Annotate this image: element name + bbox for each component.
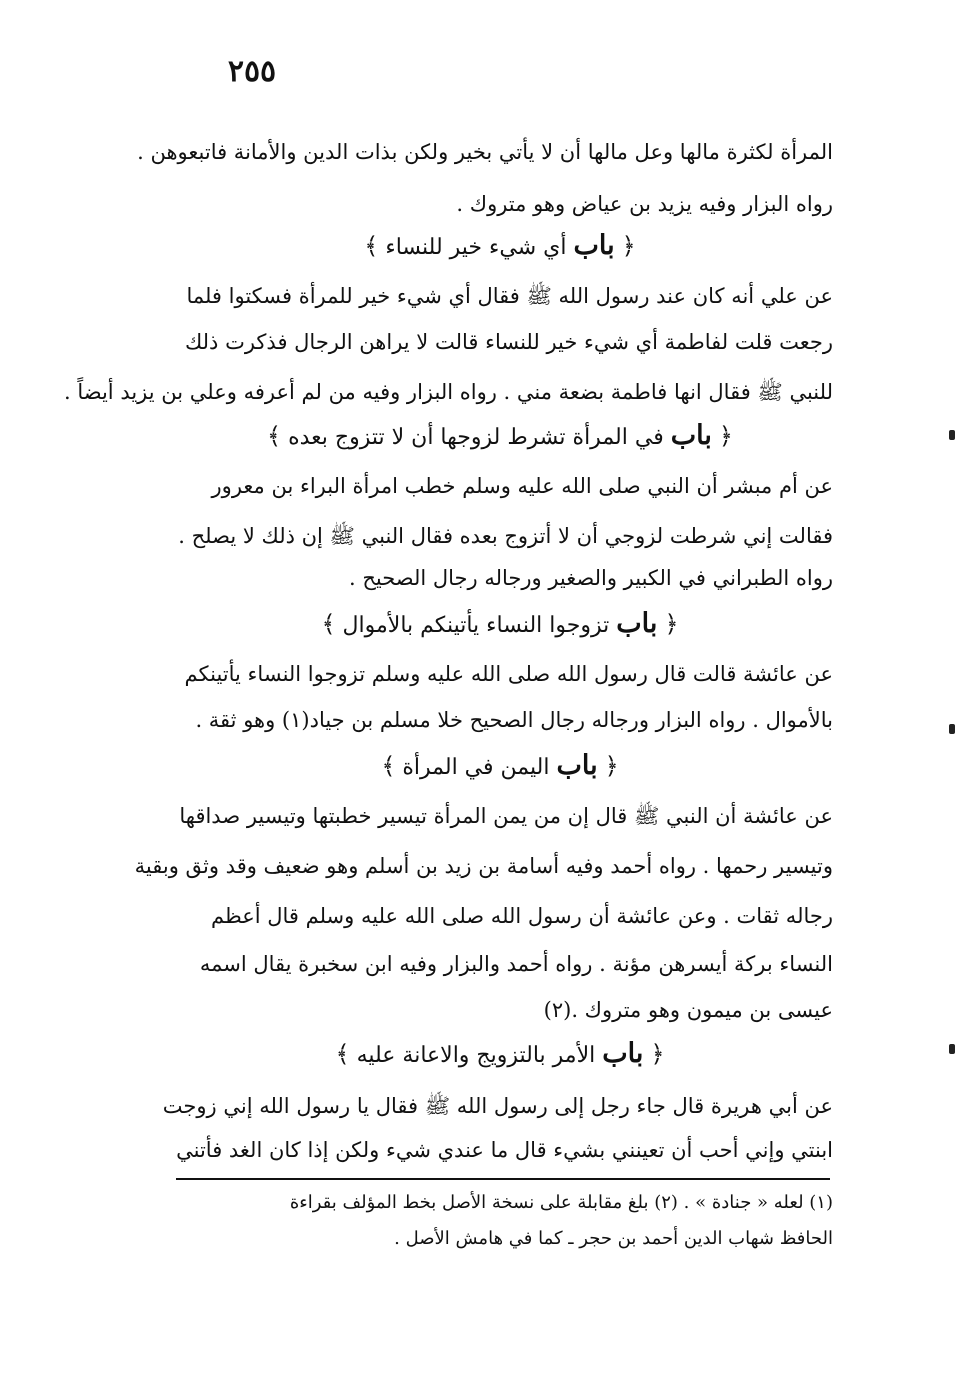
heading-bracket-close: ﴾: [335, 1040, 350, 1068]
chapter-heading: [180, 416, 820, 458]
text-line: بالأموال . رواه البزار ورجاله رجال الصحيح خلا مسلم بن جياد(١) وهو ثقة .: [195, 708, 833, 732]
text-line: النساء بركة أيسرهن مؤنة . رواه أحمد والبزار وفيه ابن سخبرة يقال اسمه: [199, 952, 833, 976]
heading-bab: باب: [616, 608, 658, 639]
heading-bab: باب: [670, 420, 712, 451]
chapter-heading: [180, 604, 820, 646]
heading-bracket-open: ﴿: [604, 752, 619, 780]
text-line: عن عائشة قالت قال رسول الله صلى الله عليه وسلم تزوجوا النساء يأتينكم: [184, 662, 833, 686]
heading-bracket-open: ﴿: [718, 422, 733, 450]
scan-edge-mark: [949, 430, 955, 440]
chapter-heading: [180, 1034, 820, 1076]
text-line: عن أبي هريرة قال جاء رجل إلى رسول الله ﷺ فقال يا رسول الله إني زوجت: [162, 1094, 833, 1118]
heading-title: في المرأة تشرط لزوجها أن لا تتزوج بعده: [288, 425, 664, 450]
text-line: رجاله ثقات . وعن عائشة أن رسول الله صلى الله عليه وسلم قال أعظم: [211, 904, 833, 928]
footnote-divider: [176, 1178, 830, 1180]
heading-bracket-open: ﴿: [650, 1040, 665, 1068]
text-line: عن أم مبشر أن النبي صلى الله عليه وسلم خطب امرأة البراء بن معرور: [211, 474, 833, 498]
heading-title: اليمن في المرأة: [402, 755, 550, 780]
text-line: المرأة لكثرة مالها وعل مالها أن لا يأتي بخير ولكن بذات الدين والأمانة فاتبعوهن .: [137, 140, 833, 164]
chapter-heading: [180, 226, 820, 268]
footnote-line: (١) لعله « جنادة » . (٢) بلغ مقابلة على نسخة الأصل بخط المؤلف بقراءة: [289, 1192, 833, 1213]
heading-bab: باب: [573, 230, 615, 261]
heading-bracket-close: ﴾: [321, 610, 336, 638]
footnote-line: الحافظ شهاب الدين أحمد بن حجر ـ كما في هامش الأصل .: [394, 1228, 833, 1249]
heading-bracket-close: ﴾: [381, 752, 396, 780]
text-line: ابنتي وإني أحب أن تعينني بشيء قال ما عندي شيء ولكن إذا كان الغد فأتني: [176, 1138, 833, 1162]
scan-edge-mark: [949, 724, 955, 734]
heading-bracket-close: ﴾: [267, 422, 282, 450]
chapter-heading: [180, 746, 820, 788]
heading-bracket-open: ﴿: [664, 610, 679, 638]
text-line: رواه الطبراني في الكبير والصغير ورجاله رجال الصحيح .: [348, 566, 833, 590]
text-line: وتيسير رحمها . رواه أحمد وفيه أسامة بن زيد بن أسلم وهو ضعيف وقد وثق وبقية: [134, 854, 833, 878]
heading-title: الأمر بالتزويج والاعانة عليه: [356, 1043, 596, 1068]
text-line: عن عائشة أن النبي ﷺ قال إن من يمن المرأة تيسير خطبتها وتيسير صداقها: [179, 804, 833, 828]
text-line: عن علي أنه كان عند رسول الله ﷺ فقال أي شيء خير للمرأة فسكتوا فلما: [186, 284, 833, 308]
heading-bracket-open: ﴿: [621, 232, 636, 260]
heading-bracket-close: ﴾: [364, 232, 379, 260]
text-line: عيسى بن ميمون وهو متروك .(٢): [543, 998, 833, 1022]
heading-title: تزوجوا النساء يأتينكم بالأموال: [342, 613, 610, 638]
page-number: ٢٥٥: [227, 54, 277, 89]
text-line: للنبي ﷺ فقال انها فاطمة بضعة مني . رواه البزار وفيه من لم أعرفه وعلي بن يزيد أيضاً .: [64, 380, 833, 404]
heading-bab: باب: [556, 750, 598, 781]
text-line: رجعت قلت لفاطمة أي شيء خير للنساء قالت لا يراهن الرجال فذكرت ذلك: [184, 330, 833, 354]
scan-edge-mark: [949, 1044, 955, 1054]
heading-bab: باب: [602, 1038, 644, 1069]
text-line: رواه البزار وفيه يزيد بن عياض وهو متروك .: [456, 192, 833, 216]
heading-title: أي شيء خير للنساء: [385, 235, 567, 260]
text-line: فقالت إني شرطت لزوجي أن لا أتزوج بعده فقال النبي ﷺ إن ذلك لا يصلح .: [178, 524, 833, 548]
